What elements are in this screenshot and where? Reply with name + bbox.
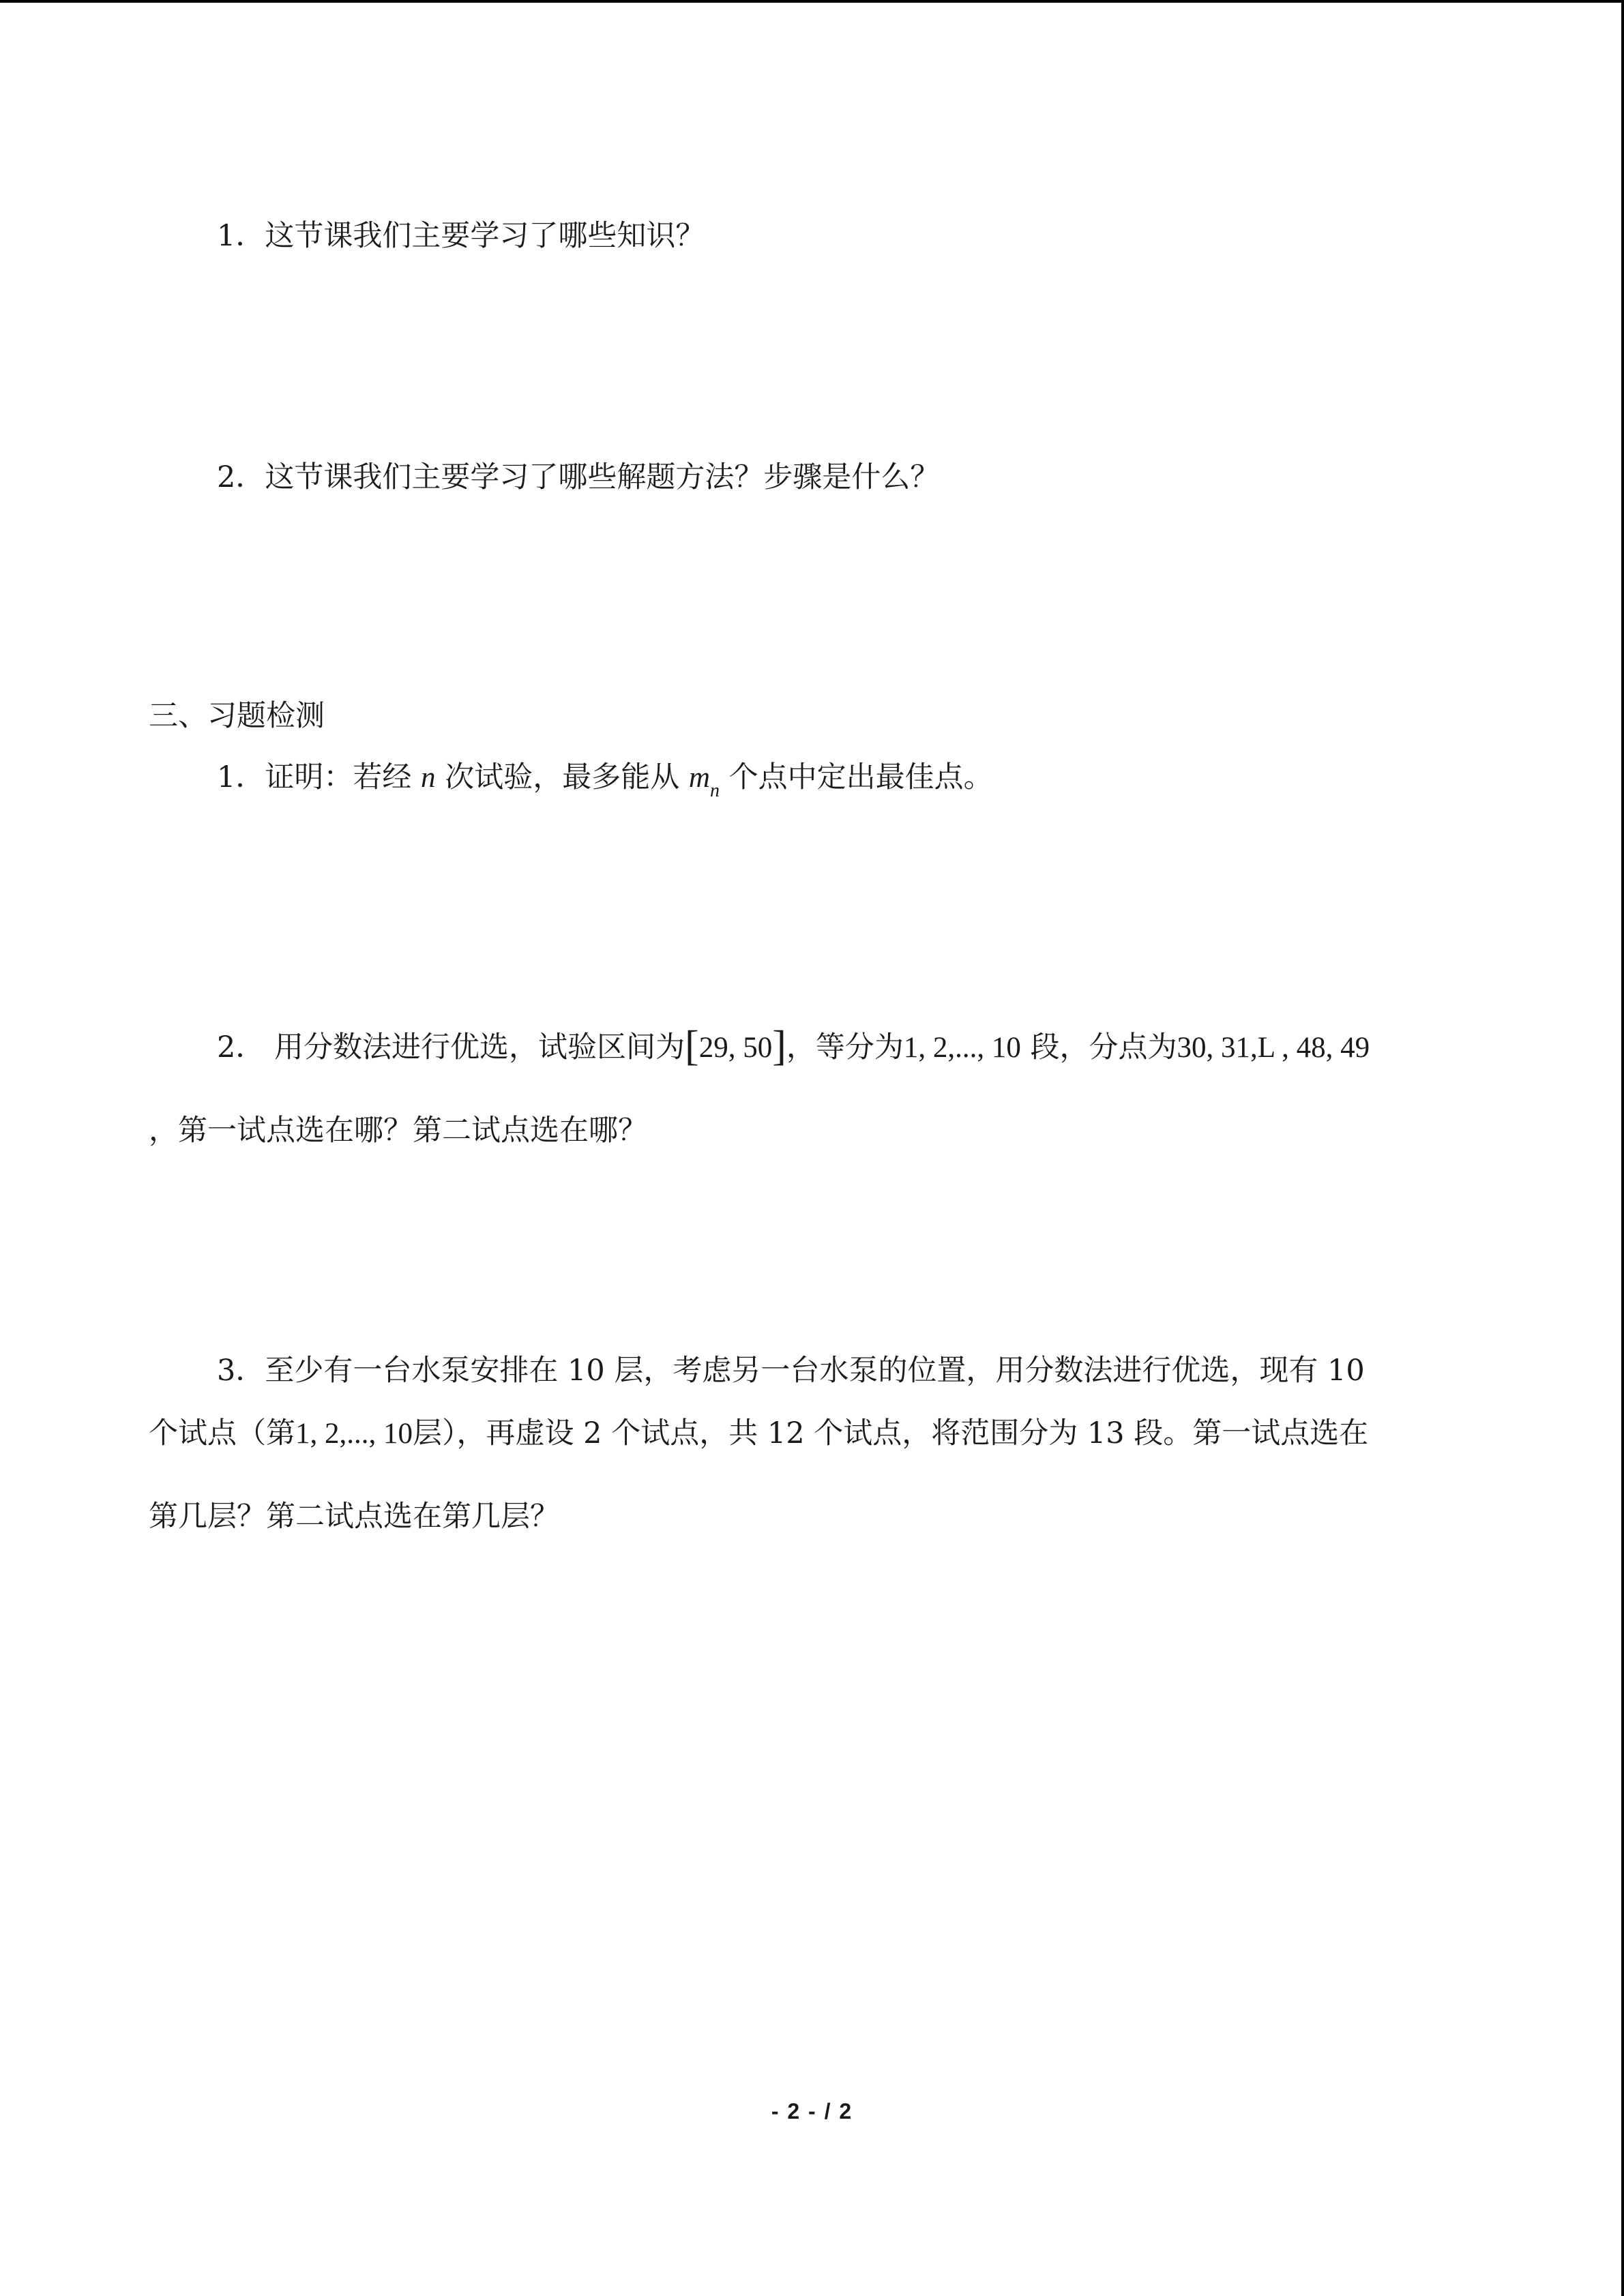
summary-question-1: 1．这节课我们主要学习了哪些知识？ [217, 219, 705, 253]
variable-m: m [688, 762, 710, 794]
interval-open-bracket: [ [685, 1023, 699, 1069]
exercise-1-text-pre: 1．证明：若经 [217, 760, 412, 794]
exercise-2-segment-suffix: 段，分点为 [1030, 1030, 1177, 1064]
exercise-2-text-mid: ，等分为 [786, 1030, 904, 1064]
exercise-1-text-mid: 次试验，最多能从 [445, 760, 680, 794]
exercise-3-line-2 [149, 1413, 1368, 1455]
exercise-2-line-1 [217, 1023, 1370, 1069]
segment-sequence: 1, 2,..., 10 [903, 1032, 1021, 1064]
exercise-1-text-post: 个点中定出最佳点。 [728, 760, 993, 794]
summary-question-2: 2．这节课我们主要学习了哪些解题方法？步骤是什么？ [217, 460, 940, 494]
exercise-3-line-1: 3．至少有一台水泵安排在 10 层，考虑另一台水泵的位置，用分数法进行优选，现有 10 [217, 1354, 1365, 1388]
exercise-1 [217, 757, 993, 802]
section-heading: 三、习题检测 [149, 699, 325, 733]
division-points: 30, 31,L , 48, 49 [1177, 1032, 1370, 1064]
interval-values: 29, 50 [698, 1032, 773, 1064]
floor-sequence: 1, 2,..., 10 [295, 1418, 413, 1450]
interval-close-bracket: ] [772, 1023, 786, 1069]
exercise-3-line-3: 第几层？第二试点选在第几层？ [149, 1500, 559, 1534]
variable-n: n [421, 762, 436, 794]
exercise-3-line-2-pre: 个试点（第 [149, 1416, 295, 1450]
exercise-2-line-2: ，第一试点选在哪？第二试点选在哪？ [149, 1114, 647, 1148]
page-number: - 2 - / 2 [771, 2099, 853, 2123]
variable-m-subscript: n [709, 780, 720, 801]
exercise-2-text-pre: 2． 用分数法进行优选，试验区间为 [217, 1030, 685, 1064]
exercise-3-line-2-post: 层），再虚设 2 个试点，共 12 个试点，将范围分为 13 段。第一试点选在 [413, 1416, 1369, 1450]
